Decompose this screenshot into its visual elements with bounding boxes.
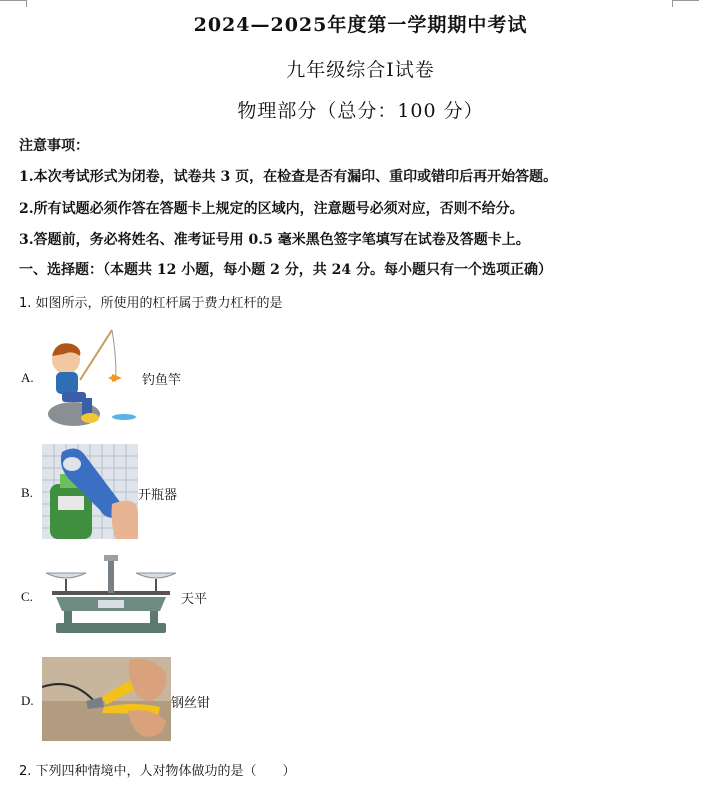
bottle-opener-icon: [42, 444, 138, 539]
note-item-1: 1.本次考试形式为闭卷，试卷共 3 页，在检查是否有漏印、重印或错印后再开始答题。: [19, 169, 558, 185]
balance-scale-icon: [42, 553, 180, 637]
question-2-stem: 2. 下列四种情境中，人对物体做功的是（ ）: [19, 764, 296, 779]
option-d-letter: D.: [21, 693, 34, 708]
section-title: 物理部分（总分：100 分）: [237, 100, 484, 122]
note-item-2: 2.所有试题必须作答在答题卡上规定的区域内，注意题号必须对应，否则不给分。: [19, 201, 524, 217]
option-a-letter: A.: [21, 370, 34, 385]
exam-title: 2024—2025年度第一学期期中考试: [193, 14, 528, 36]
option-c-letter: C.: [21, 589, 33, 604]
question-1-stem: 1. 如图所示，所使用的杠杆属于费力杠杆的是: [19, 296, 283, 311]
option-d-label: 钢丝钳: [171, 696, 211, 711]
notes-heading: 注意事项：: [19, 138, 89, 154]
crop-mark-right: [672, 0, 699, 7]
option-a-label: 钓鱼竿: [142, 373, 182, 388]
note-item-3: 3.答题前，务必将姓名、准考证号用 0.5 毫米黑色签字笔填写在试卷及答题卡上。: [19, 232, 530, 248]
fishing-boy-icon: [42, 322, 140, 430]
crop-mark-left: [0, 0, 27, 7]
pliers-icon: [42, 657, 171, 741]
option-b-letter: B.: [21, 485, 33, 500]
part-heading: 一、选择题：（本题共 12 小题，每小题 2 分，共 24 分。每小题只有一个选项正确）: [19, 262, 552, 278]
option-c-label: 天平: [181, 592, 208, 607]
exam-subtitle: 九年级综合Ⅰ试卷: [286, 59, 435, 81]
option-b-label: 开瓶器: [138, 488, 178, 503]
